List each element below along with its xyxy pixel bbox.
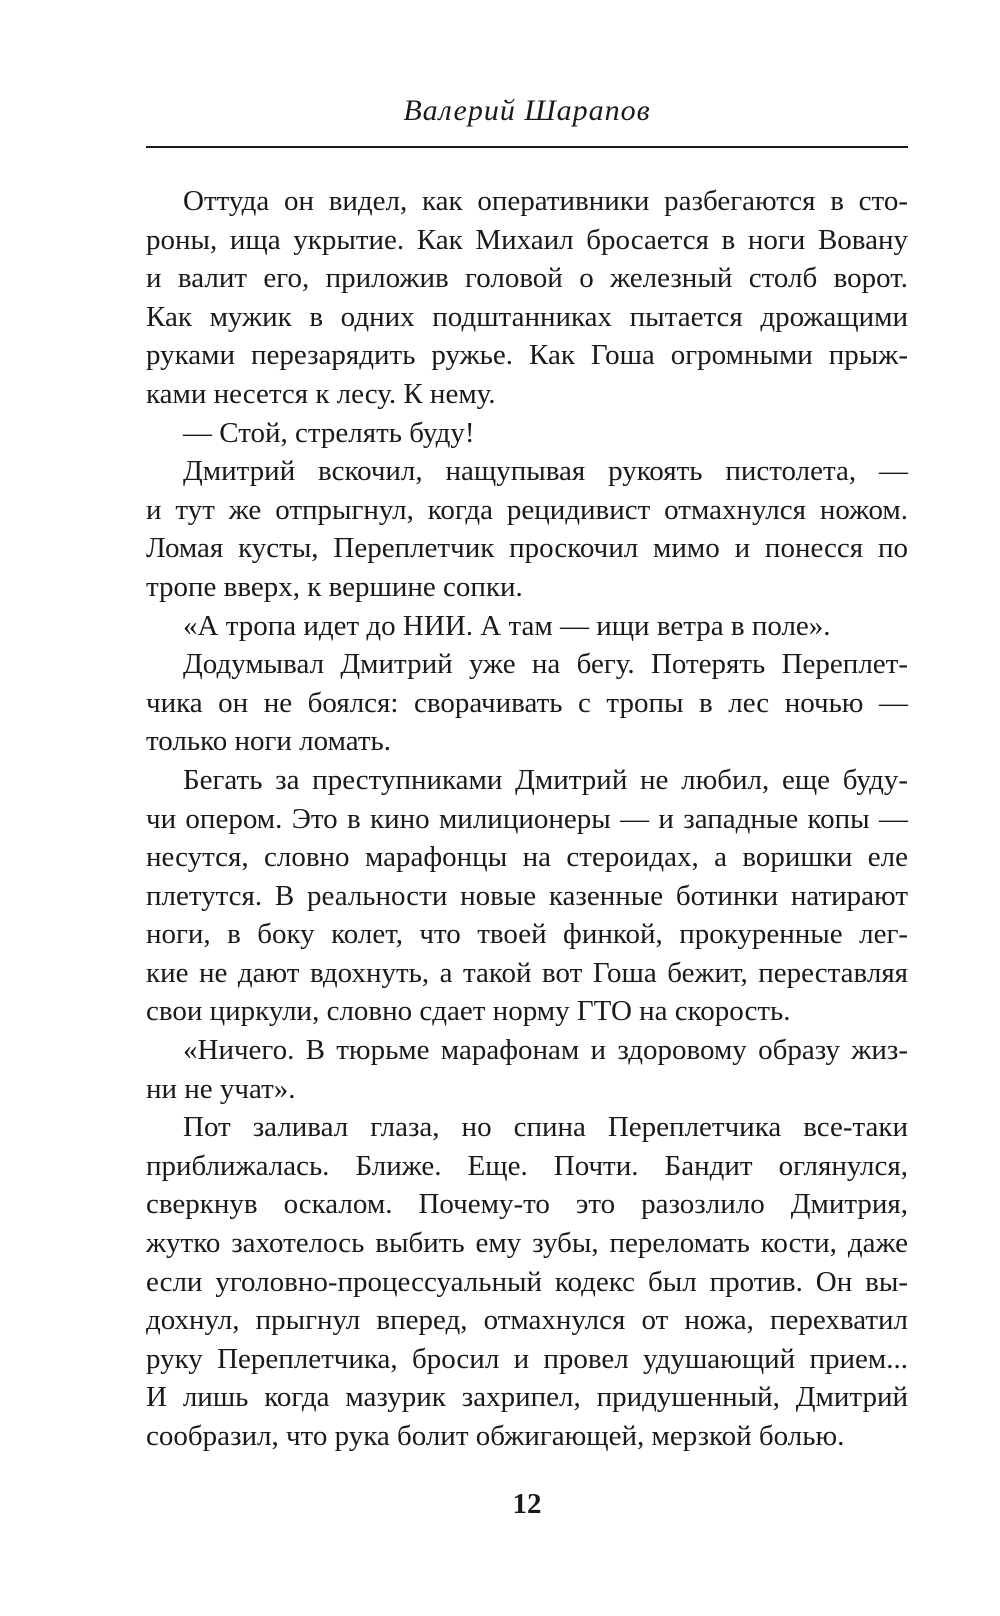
paragraph (146, 607, 908, 646)
body-text (146, 182, 908, 1456)
text-line: ни не учат». (146, 1072, 296, 1105)
text-line: чика он не боялся: сворачивать с тропы в лес ночью — (146, 686, 908, 719)
page-number: 12 (512, 1488, 542, 1520)
text-line: сообразил, что рука болит обжигающей, мерзкой болью. (146, 1420, 845, 1452)
text-line: роны, ища укрытие. Как Михаил бросается в ноги Вовану (146, 223, 908, 256)
text-line: жутко захотелось выбить ему зубы, переломать кости, даже (146, 1227, 908, 1260)
text-line: руками перезарядить ружье. Как Гоша огромными прыж- (146, 339, 908, 372)
text-line: чи опером. Это в кино милиционеры — и западные копы — (146, 802, 908, 835)
paragraph (146, 452, 908, 606)
text-line: только ноги ломать. (146, 725, 391, 758)
text-line: — Стой, стрелять буду! (183, 416, 475, 449)
text-line: и валит его, приложив головой о железный столб ворот. (146, 262, 908, 295)
text-line: Додумывал Дмитрий уже на бегу. Потерять Переплет- (183, 648, 908, 681)
text-line: и тут же отпрыгнул, когда рецидивист отмахнулся ножом. (146, 493, 908, 526)
text-line: ноги, в боку колет, что твоей финкой, прокуренные лег- (146, 918, 908, 951)
text-line: И лишь когда мазурик захрипел, придушенный, Дмитрий (146, 1381, 908, 1414)
text-line: сверкнув оскалом. Почему-то это разозлило Дмитрия, (146, 1188, 908, 1221)
paragraph (146, 414, 908, 453)
text-line: плетутся. В реальности новые казенные ботинки натирают (146, 879, 908, 912)
text-line: Как мужик в одних подштанниках пытается дрожащими (146, 300, 908, 333)
text-line: тропе вверх, к вершине сопки. (146, 570, 523, 603)
paragraph (146, 761, 908, 1031)
text-line: если уголовно-процессуальный кодекс был против. Он вы- (146, 1265, 908, 1298)
text-line: кие не дают вдохнуть, а такой вот Гоша бежит, переставляя (146, 956, 908, 989)
text-line: Оттуда он видел, как оперативники разбегаются в сто- (183, 185, 908, 217)
text-line: свои циркули, словно сдает норму ГТО на скорость. (146, 995, 791, 1028)
paragraph (146, 1031, 908, 1108)
text-line: дохнул, прыгнул вперед, отмахнулся от ножа, перехватил (146, 1304, 908, 1337)
text-line: ками несется к лесу. К нему. (146, 377, 496, 410)
header-rule (146, 146, 908, 148)
paragraph (146, 182, 908, 414)
paragraph (146, 1108, 908, 1455)
text-line: Бегать за преступниками Дмитрий не любил, еще буду- (183, 763, 908, 796)
text-line: несутся, словно марафонцы на стероидах, а воришки еле (146, 841, 908, 874)
text-line: «Ничего. В тюрьме марафонам и здоровому образу жиз- (183, 1034, 908, 1067)
running-header-author: Валерий Шарапов (403, 94, 651, 127)
text-line: «А тропа идет до НИИ. А там — ищи ветра в поле». (183, 609, 831, 642)
text-line: Ломая кусты, Переплетчик проскочил мимо и понесся по (146, 532, 908, 565)
paragraph (146, 645, 908, 761)
text-line: Пот заливал глаза, но спина Переплетчика все-таки (183, 1111, 908, 1144)
text-line: приближалась. Ближе. Еще. Почти. Бандит оглянулся, (146, 1149, 908, 1182)
text-line: руку Переплетчика, бросил и провел удушающий прием... (146, 1342, 908, 1375)
text-line: Дмитрий вскочил, нащупывая рукоять пистолета, — (183, 455, 908, 488)
